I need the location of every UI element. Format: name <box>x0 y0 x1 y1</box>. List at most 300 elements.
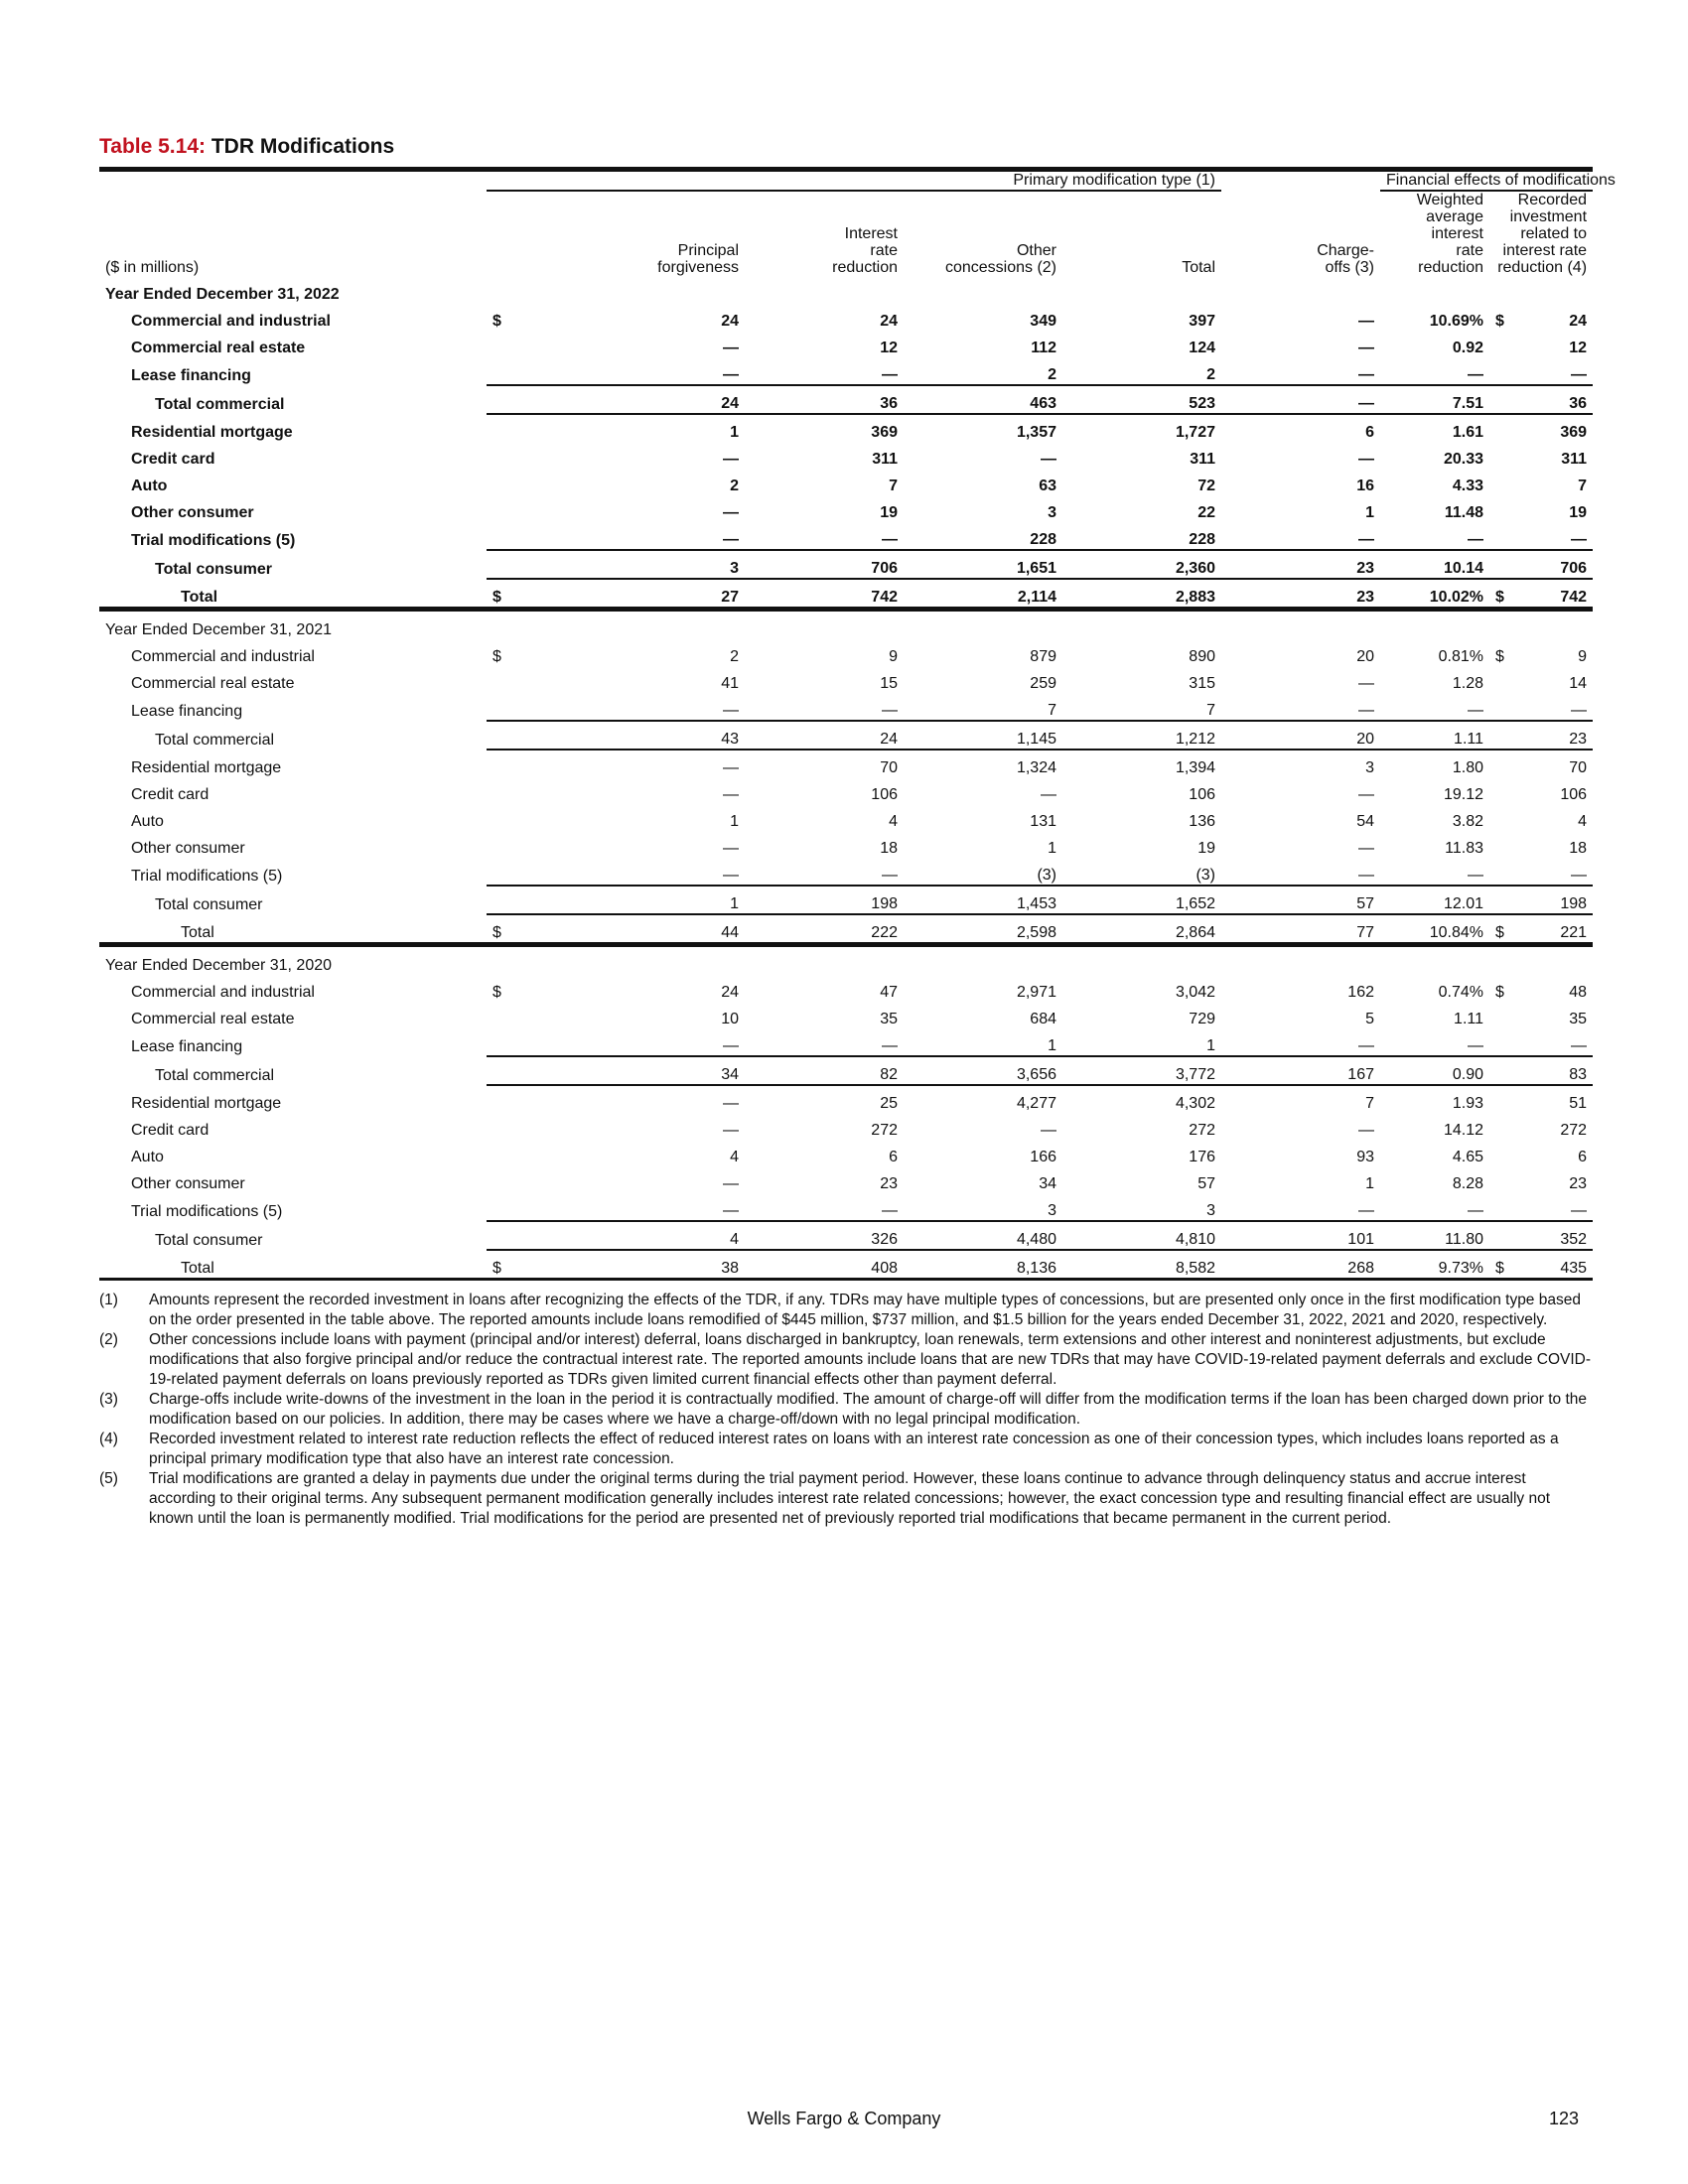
dollar-sign <box>487 721 596 750</box>
table-row <box>99 522 1593 550</box>
value-principal-forgiveness: 43 <box>596 721 745 750</box>
row-label: Total consumer <box>155 1232 263 1249</box>
dollar-sign <box>487 1113 596 1140</box>
dollar-sign <box>487 1221 596 1250</box>
dollar-sign <box>1489 777 1519 804</box>
column-header-line: rate <box>1456 242 1483 259</box>
table-row <box>99 858 1593 886</box>
dollar-sign: $ <box>487 914 596 945</box>
value-interest-rate-reduction: 222 <box>745 914 904 945</box>
footnote-number: (2) <box>99 1331 118 1348</box>
value-total: 57 <box>1197 1175 1215 1192</box>
dollar-sign <box>1489 495 1519 522</box>
value-charge-offs: 101 <box>1221 1221 1380 1250</box>
value-principal-forgiveness: 34 <box>596 1056 745 1085</box>
dollar-sign <box>1489 750 1519 777</box>
value-recorded-investment: — <box>1571 366 1588 383</box>
footnote-number: (3) <box>99 1391 118 1408</box>
row-label: Residential mortgage <box>131 424 293 441</box>
table-row <box>99 1193 1593 1221</box>
dollar-sign: $ <box>1495 984 1504 1001</box>
total-commercial-row <box>99 1056 1593 1085</box>
value-other-concessions: 463 <box>904 385 1062 414</box>
value-principal-forgiveness: 2 <box>730 648 739 665</box>
value-total: 124 <box>1189 340 1215 356</box>
value-recorded-investment: 221 <box>1519 914 1593 945</box>
year-heading-row <box>99 610 1593 640</box>
dollar-sign: $ <box>487 1250 596 1280</box>
year-heading: Year Ended December 31, 2021 <box>105 621 333 638</box>
value-other-concessions: — <box>1041 786 1056 803</box>
value-charge-offs: — <box>1358 531 1374 548</box>
value-total: 106 <box>1189 786 1215 803</box>
dollar-sign <box>1489 1056 1519 1085</box>
value-total: 19 <box>1197 840 1215 857</box>
value-principal-forgiveness: — <box>723 366 739 383</box>
row-label: Lease financing <box>131 703 243 720</box>
value-weighted-average-rate: 11.80 <box>1380 1221 1489 1250</box>
value-recorded-investment: — <box>1571 867 1588 884</box>
value-total: 1 <box>1206 1037 1215 1054</box>
value-interest-rate-reduction: — <box>882 366 898 383</box>
value-charge-offs: 57 <box>1221 886 1380 914</box>
value-recorded-investment: — <box>1571 1202 1588 1219</box>
footnote-number: (5) <box>99 1470 118 1487</box>
value-total: 4,810 <box>1062 1221 1221 1250</box>
dollar-sign <box>487 886 596 914</box>
value-other-concessions: 112 <box>1031 340 1056 356</box>
value-weighted-average-rate: 11.48 <box>1444 504 1483 521</box>
column-header-row <box>99 191 1593 276</box>
value-total: 72 <box>1197 478 1215 494</box>
value-charge-offs: 16 <box>1356 478 1374 494</box>
value-weighted-average-rate: 4.33 <box>1452 478 1483 494</box>
dollar-sign <box>487 666 596 693</box>
value-recorded-investment: 7 <box>1578 478 1588 494</box>
table-row <box>99 1028 1593 1056</box>
value-interest-rate-reduction: 47 <box>880 984 898 1001</box>
dollar-sign <box>1489 1166 1519 1193</box>
value-charge-offs: 268 <box>1221 1250 1380 1280</box>
table-row <box>99 331 1593 357</box>
value-total: 397 <box>1189 313 1215 330</box>
value-principal-forgiveness: 27 <box>596 579 745 610</box>
value-recorded-investment: 36 <box>1519 385 1593 414</box>
table-row <box>99 804 1593 831</box>
table-row <box>99 639 1593 666</box>
value-weighted-average-rate: 14.12 <box>1443 1122 1483 1139</box>
dollar-sign: $ <box>492 313 501 330</box>
value-total: 8,582 <box>1062 1250 1221 1280</box>
dollar-sign <box>487 777 596 804</box>
value-total: 729 <box>1189 1011 1215 1027</box>
dollar-sign <box>487 693 596 721</box>
value-principal-forgiveness: — <box>596 1085 745 1113</box>
dollar-sign: $ <box>1489 1250 1519 1280</box>
value-other-concessions: 63 <box>1039 478 1056 494</box>
column-header-interest <box>745 191 904 276</box>
value-weighted-average-rate: 1.93 <box>1380 1085 1489 1113</box>
value-interest-rate-reduction: 706 <box>745 550 904 579</box>
value-interest-rate-reduction: 70 <box>745 750 904 777</box>
value-total: 136 <box>1189 813 1215 830</box>
column-header-units <box>99 191 487 276</box>
table-row <box>99 304 1593 331</box>
value-total: 1,727 <box>1062 414 1221 442</box>
column-header-line: forgiveness <box>657 259 739 276</box>
value-recorded-investment: 48 <box>1569 984 1588 1001</box>
table-title-text: TDR Modifications <box>211 135 395 158</box>
column-header-line: interest rate <box>1502 242 1588 259</box>
value-other-concessions: 1,453 <box>904 886 1062 914</box>
footnote-text: Charge-offs include write-downs of the investment in the loan in the period it is contractually modified. The amount of charge-off will differ from the modification terms if the loan has been charged down prior to the modification based on our policies. In addition, there may be cases where we have a charge-off/down with no legal principal modification. <box>149 1391 1588 1428</box>
value-total: 4,302 <box>1062 1085 1221 1113</box>
dollar-sign <box>1489 385 1519 414</box>
value-charge-offs: 5 <box>1365 1011 1374 1027</box>
dollar-sign <box>1489 666 1519 693</box>
footnote <box>99 1430 1593 1469</box>
row-label: Trial modifications (5) <box>131 532 296 549</box>
value-interest-rate-reduction: — <box>882 1037 898 1054</box>
column-header-recorded <box>1489 191 1593 276</box>
value-weighted-average-rate: 4.65 <box>1452 1149 1483 1165</box>
grand-total-row <box>99 579 1593 610</box>
dollar-sign <box>487 1085 596 1113</box>
value-interest-rate-reduction: 18 <box>880 840 898 857</box>
dollar-sign <box>1489 1193 1519 1221</box>
dollar-sign <box>1489 550 1519 579</box>
value-charge-offs: 1 <box>1365 1175 1374 1192</box>
value-recorded-investment: 9 <box>1578 648 1588 665</box>
dollar-sign <box>487 804 596 831</box>
table-label: Table 5.14: <box>99 135 206 158</box>
dollar-sign <box>487 1140 596 1166</box>
value-interest-rate-reduction: 24 <box>880 313 898 330</box>
value-interest-rate-reduction: 35 <box>880 1011 898 1027</box>
value-principal-forgiveness: — <box>723 702 739 719</box>
value-principal-forgiveness: 4 <box>596 1221 745 1250</box>
dollar-sign <box>1489 1002 1519 1028</box>
value-interest-rate-reduction: 272 <box>871 1122 898 1139</box>
value-weighted-average-rate: — <box>1468 702 1483 719</box>
dollar-sign <box>1489 357 1519 385</box>
value-other-concessions: 2,971 <box>1016 984 1056 1001</box>
dollar-sign <box>487 331 596 357</box>
value-total: 2,360 <box>1062 550 1221 579</box>
value-other-concessions: 2,114 <box>904 579 1062 610</box>
value-recorded-investment: 19 <box>1569 504 1588 521</box>
value-charge-offs: — <box>1358 702 1374 719</box>
value-total: 311 <box>1190 451 1215 468</box>
value-total: 2,883 <box>1062 579 1221 610</box>
grand-total-row <box>99 1250 1593 1280</box>
dollar-sign <box>487 414 596 442</box>
value-weighted-average-rate: 12.01 <box>1380 886 1489 914</box>
value-principal-forgiveness: 1 <box>596 886 745 914</box>
table-row <box>99 469 1593 495</box>
table-row <box>99 357 1593 385</box>
total-consumer-row <box>99 550 1593 579</box>
value-interest-rate-reduction: 198 <box>745 886 904 914</box>
value-recorded-investment: 23 <box>1519 721 1593 750</box>
value-total: 3,042 <box>1175 984 1215 1001</box>
column-header-line: rate <box>870 242 898 259</box>
value-principal-forgiveness: 2 <box>730 478 739 494</box>
table-row <box>99 777 1593 804</box>
value-weighted-average-rate: 20.33 <box>1443 451 1483 468</box>
value-interest-rate-reduction: 326 <box>745 1221 904 1250</box>
value-principal-forgiveness: 1 <box>730 813 739 830</box>
value-weighted-average-rate: — <box>1468 531 1483 548</box>
value-weighted-average-rate: 9.73% <box>1380 1250 1489 1280</box>
value-principal-forgiveness: 10 <box>721 1011 739 1027</box>
table-row <box>99 442 1593 469</box>
value-other-concessions: 7 <box>1048 702 1056 719</box>
column-header-line: Principal <box>677 242 739 259</box>
value-principal-forgiveness: 24 <box>721 984 739 1001</box>
row-label: Lease financing <box>131 367 251 384</box>
document-page <box>99 135 1616 1529</box>
column-header-line: ($ in millions) <box>105 259 200 276</box>
dollar-sign <box>487 1002 596 1028</box>
value-charge-offs: — <box>1358 313 1374 330</box>
column-header-line: Weighted <box>1416 192 1483 208</box>
column-header-line: concessions (2) <box>944 259 1056 276</box>
row-label: Residential mortgage <box>131 759 282 776</box>
year-heading: Year Ended December 31, 2022 <box>105 286 340 303</box>
value-total: 3 <box>1206 1202 1215 1219</box>
value-interest-rate-reduction: 7 <box>889 478 898 494</box>
value-weighted-average-rate: 1.80 <box>1380 750 1489 777</box>
dollar-sign <box>1489 693 1519 721</box>
footnote-text: Other concessions include loans with payment (principal and/or interest) deferral, loans discharged in bankruptcy, loan renewals, term extensions and other interest and noninterest adjustments, but exclude modifications that also forgive principal and/or reduce the contractual interest rate. The reported amounts include loans that are new TDRs that may have COVID-19-related payment deferrals and exclude COVID-19-related payment deferrals on loans previously reported as TDRs given limited current financial effects other than payment deferral. <box>149 1331 1592 1388</box>
value-recorded-investment: 83 <box>1519 1056 1593 1085</box>
dollar-sign <box>487 442 596 469</box>
value-charge-offs: — <box>1358 366 1374 383</box>
value-recorded-investment: 51 <box>1519 1085 1593 1113</box>
table-row <box>99 666 1593 693</box>
footnote <box>99 1291 1593 1330</box>
dollar-sign <box>1489 1221 1519 1250</box>
value-charge-offs: 20 <box>1356 648 1374 665</box>
value-recorded-investment: 18 <box>1569 840 1588 857</box>
value-other-concessions: 349 <box>1030 313 1056 330</box>
dollar-sign <box>487 750 596 777</box>
value-recorded-investment: 198 <box>1519 886 1593 914</box>
value-weighted-average-rate: — <box>1468 366 1483 383</box>
value-interest-rate-reduction: — <box>882 531 898 548</box>
dollar-sign: $ <box>487 579 596 610</box>
column-header-line: Other <box>1016 242 1056 259</box>
dollar-sign <box>1489 804 1519 831</box>
value-recorded-investment: 24 <box>1569 313 1588 330</box>
dollar-sign <box>487 831 596 858</box>
row-label: Credit card <box>131 1122 210 1139</box>
row-label: Total <box>99 579 487 610</box>
value-charge-offs: — <box>1358 840 1374 857</box>
value-charge-offs: — <box>1358 340 1374 356</box>
value-principal-forgiveness: — <box>723 1175 739 1192</box>
value-charge-offs: — <box>1358 867 1374 884</box>
dollar-sign <box>487 1056 596 1085</box>
value-other-concessions: 3 <box>1048 1202 1056 1219</box>
value-interest-rate-reduction: 25 <box>745 1085 904 1113</box>
value-charge-offs: — <box>1358 451 1374 468</box>
value-charge-offs: 93 <box>1356 1149 1374 1165</box>
value-charge-offs: 54 <box>1356 813 1374 830</box>
table-title <box>99 135 1593 159</box>
value-charge-offs: — <box>1221 385 1380 414</box>
value-principal-forgiveness: — <box>723 1037 739 1054</box>
value-other-concessions: 166 <box>1030 1149 1056 1165</box>
value-other-concessions: 1 <box>1048 840 1056 857</box>
column-header-total <box>1062 191 1221 276</box>
value-other-concessions: 1,324 <box>904 750 1062 777</box>
row-label: Credit card <box>131 451 215 468</box>
value-charge-offs: 167 <box>1221 1056 1380 1085</box>
dollar-sign <box>487 1028 596 1056</box>
value-recorded-investment: 706 <box>1519 550 1593 579</box>
row-label: Commercial real estate <box>131 1011 295 1027</box>
column-header-line: reduction <box>832 259 898 276</box>
value-charge-offs: 23 <box>1221 579 1380 610</box>
value-other-concessions: 1 <box>1048 1037 1056 1054</box>
dollar-sign <box>1489 331 1519 357</box>
table-row <box>99 495 1593 522</box>
value-weighted-average-rate: — <box>1468 1037 1483 1054</box>
row-label: Auto <box>131 813 164 830</box>
value-interest-rate-reduction: 19 <box>880 504 898 521</box>
footer-company: Wells Fargo & Company <box>747 2109 941 2128</box>
value-charge-offs: 23 <box>1221 550 1380 579</box>
column-header-line: investment <box>1509 208 1588 225</box>
value-weighted-average-rate: 10.14 <box>1380 550 1489 579</box>
value-interest-rate-reduction: 9 <box>889 648 898 665</box>
value-recorded-investment: 369 <box>1519 414 1593 442</box>
value-recorded-investment: 352 <box>1519 1221 1593 1250</box>
column-header-line: related to <box>1520 225 1588 242</box>
value-total: 890 <box>1189 648 1215 665</box>
value-total: 2 <box>1206 366 1215 383</box>
group-header-row <box>99 172 1593 191</box>
grand-total-row <box>99 914 1593 945</box>
value-total: 523 <box>1062 385 1221 414</box>
value-total: 7 <box>1206 702 1215 719</box>
dollar-sign <box>487 522 596 550</box>
row-label: Credit card <box>131 786 210 803</box>
dollar-sign <box>487 1166 596 1193</box>
total-commercial-row <box>99 385 1593 414</box>
row-label: Total consumer <box>155 896 263 913</box>
dollar-sign: $ <box>1489 914 1519 945</box>
value-principal-forgiveness: — <box>723 451 739 468</box>
value-recorded-investment: 435 <box>1519 1250 1593 1280</box>
value-principal-forgiveness: — <box>723 867 739 884</box>
row-label: Other consumer <box>131 840 245 857</box>
footnote-number: (4) <box>99 1431 118 1447</box>
value-other-concessions: 4,480 <box>904 1221 1062 1250</box>
value-principal-forgiveness: 38 <box>596 1250 745 1280</box>
table-row <box>99 1002 1593 1028</box>
value-charge-offs: 20 <box>1221 721 1380 750</box>
row-label: Lease financing <box>131 1038 243 1055</box>
row-label: Commercial and industrial <box>131 313 331 330</box>
footnote <box>99 1390 1593 1430</box>
value-weighted-average-rate: 0.90 <box>1380 1056 1489 1085</box>
value-charge-offs: 7 <box>1221 1085 1380 1113</box>
row-label: Auto <box>131 478 168 494</box>
column-header-other <box>904 191 1062 276</box>
value-total: 228 <box>1189 531 1215 548</box>
value-weighted-average-rate: 10.02% <box>1380 579 1489 610</box>
value-weighted-average-rate: 19.12 <box>1443 786 1483 803</box>
page-number: 123 <box>1549 2109 1580 2128</box>
table-row <box>99 1166 1593 1193</box>
row-label: Trial modifications (5) <box>131 868 283 885</box>
group-header-primary: Primary modification type (1) <box>487 172 1221 191</box>
dollar-sign <box>1489 414 1519 442</box>
row-label: Total commercial <box>155 396 285 413</box>
column-header-line: reduction (4) <box>1497 259 1588 276</box>
value-principal-forgiveness: 41 <box>721 675 739 692</box>
dollar-sign <box>487 1193 596 1221</box>
value-recorded-investment: 70 <box>1519 750 1593 777</box>
value-principal-forgiveness: 1 <box>596 414 745 442</box>
value-interest-rate-reduction: 24 <box>745 721 904 750</box>
value-other-concessions: 879 <box>1030 648 1056 665</box>
footnote <box>99 1469 1593 1529</box>
value-principal-forgiveness: — <box>596 750 745 777</box>
value-other-concessions: — <box>1041 1122 1056 1139</box>
column-header-line: Charge- <box>1317 242 1374 259</box>
value-interest-rate-reduction: — <box>882 702 898 719</box>
dollar-sign <box>1489 1140 1519 1166</box>
value-recorded-investment: 4 <box>1578 813 1588 830</box>
value-interest-rate-reduction: 311 <box>872 451 898 468</box>
value-charge-offs: 77 <box>1221 914 1380 945</box>
value-recorded-investment: 272 <box>1560 1122 1588 1139</box>
column-header-line: interest <box>1431 225 1483 242</box>
dollar-sign: $ <box>1495 313 1504 330</box>
value-principal-forgiveness: 24 <box>721 313 739 330</box>
value-other-concessions: 1,145 <box>904 721 1062 750</box>
value-recorded-investment: 6 <box>1578 1149 1588 1165</box>
dollar-sign: $ <box>492 648 501 665</box>
value-recorded-investment: 23 <box>1569 1175 1588 1192</box>
value-weighted-average-rate: 11.83 <box>1445 840 1483 857</box>
value-total: 3,772 <box>1062 1056 1221 1085</box>
value-principal-forgiveness: — <box>723 504 739 521</box>
value-weighted-average-rate: 10.84% <box>1380 914 1489 945</box>
value-other-concessions: 259 <box>1030 675 1056 692</box>
row-label: Total commercial <box>155 1067 275 1084</box>
dollar-sign <box>1489 469 1519 495</box>
dollar-sign <box>1489 831 1519 858</box>
dollar-sign <box>487 357 596 385</box>
value-other-concessions: — <box>1041 451 1056 468</box>
dollar-sign <box>487 858 596 886</box>
column-header-principal <box>487 191 745 276</box>
value-total: 22 <box>1197 504 1215 521</box>
column-header-line: Total <box>1182 259 1215 276</box>
column-header-line: average <box>1426 208 1483 225</box>
total-commercial-row <box>99 721 1593 750</box>
row-label: Commercial and industrial <box>131 648 315 665</box>
value-other-concessions: 8,136 <box>904 1250 1062 1280</box>
total-consumer-row <box>99 1221 1593 1250</box>
table-row <box>99 1085 1593 1113</box>
value-weighted-average-rate: 1.28 <box>1452 675 1483 692</box>
